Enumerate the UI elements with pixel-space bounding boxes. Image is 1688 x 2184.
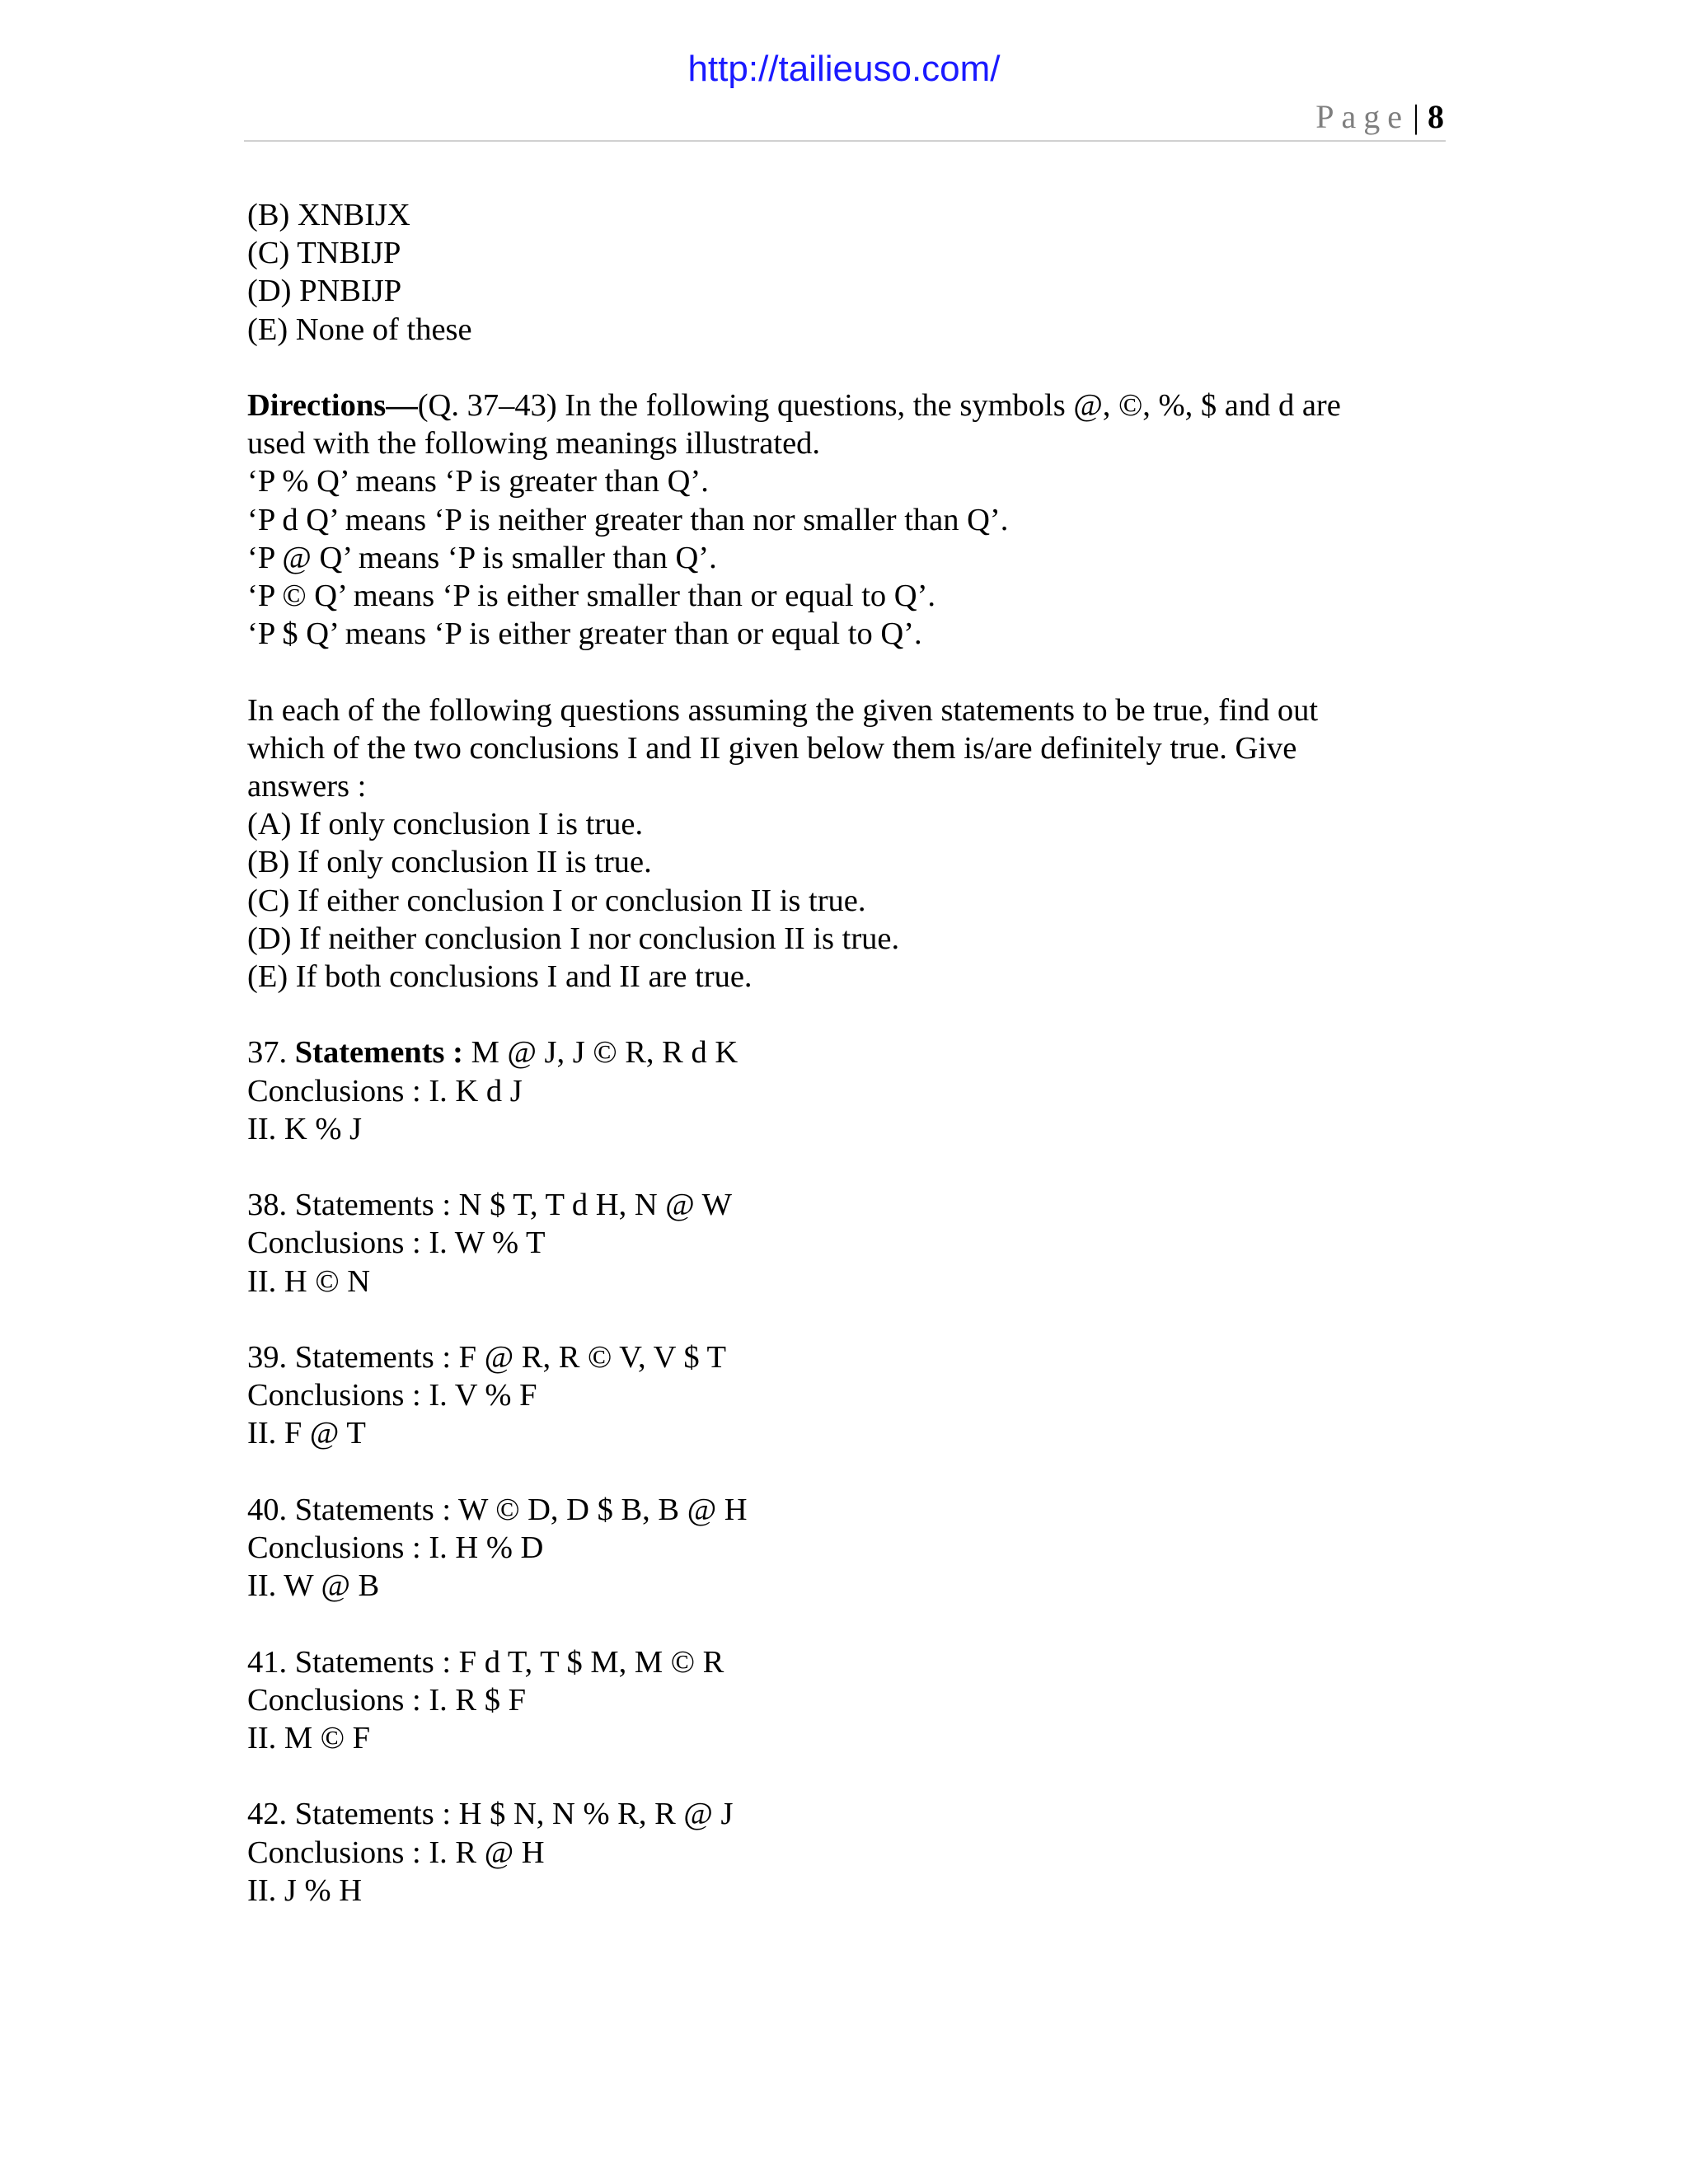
question-number: 41. [247, 1644, 288, 1680]
directions-label: Directions— [247, 388, 418, 423]
option-line: (E) None of these [247, 312, 472, 347]
instruction-line: which of the two conclusions I and II given below them is/are definitely true. Give [247, 730, 1297, 766]
symbol-meaning: ‘P d Q’ means ‘P is neither greater than nor smaller than Q’. [247, 502, 1009, 537]
statements-label: Statements : [294, 1188, 452, 1223]
conclusion-line: Conclusions : I. V % F [247, 1378, 537, 1413]
statements-label: Statements : [294, 1035, 463, 1071]
question-number: 40. [247, 1492, 288, 1527]
answer-option: (B) If only conclusion II is true. [247, 845, 652, 880]
instruction-line: answers : [247, 769, 367, 804]
paragraph-gap [247, 1301, 1451, 1338]
question-statement [247, 1491, 1451, 1529]
conclusion-line: II. H © N [247, 1263, 370, 1299]
option-line: (B) XNBIJX [247, 198, 410, 232]
symbol-meaning: ‘P @ Q’ means ‘P is smaller than Q’. [247, 540, 717, 575]
conclusion-line: Conclusions : I. R @ H [247, 1835, 545, 1870]
statement-text: F @ R, R © V, V $ T [451, 1340, 727, 1376]
conclusion-line: Conclusions : I. W % T [247, 1226, 546, 1261]
question-statement [247, 1186, 1451, 1224]
statement-text: M @ J, J © R, R d K [462, 1035, 738, 1071]
symbol-meaning: ‘P $ Q’ means ‘P is either greater than or equal to Q’. [247, 616, 922, 652]
paragraph-gap [247, 996, 1451, 1033]
statements-label: Statements : [294, 1797, 452, 1832]
statement-text: F d T, T $ M, M © R [451, 1644, 724, 1680]
answer-option: (C) If either conclusion I or conclusion II is true. [247, 883, 866, 918]
conclusion-line: II. J % H [247, 1872, 362, 1908]
statements-label: Statements : [294, 1340, 452, 1376]
statements-label: Statements : [294, 1644, 452, 1680]
question-statement [247, 1338, 1451, 1376]
paragraph-gap [247, 1453, 1451, 1491]
page-number-label [1315, 98, 1444, 135]
conclusion-line: Conclusions : I. K d J [247, 1073, 523, 1108]
symbol-meaning: ‘P © Q’ means ‘P is either smaller than or equal to Q’. [247, 579, 936, 614]
option-line: (D) PNBIJP [247, 274, 402, 309]
conclusion-line: II. F @ T [247, 1416, 366, 1451]
paragraph-gap [247, 349, 1451, 387]
paragraph-gap [247, 1148, 1451, 1186]
directions-intro-cont: used with the following meanings illustrated. [247, 426, 821, 462]
page-number: 8 [1428, 98, 1444, 135]
statements-label: Statements : [294, 1492, 452, 1527]
page-separator: | [1412, 98, 1419, 135]
conclusion-line: Conclusions : I. H % D [247, 1530, 544, 1566]
document-body [247, 196, 1451, 1910]
question-statement [247, 1033, 1451, 1071]
conclusion-line: II. W @ B [247, 1568, 380, 1604]
statement-text: H $ N, N % R, R @ J [451, 1797, 734, 1832]
conclusion-line: II. K % J [247, 1111, 362, 1146]
instruction-line: In each of the following questions assuming the given statements to be true, find out [247, 692, 1319, 728]
directions-intro: (Q. 37–43) In the following questions, the symbols @, ©, %, $ and d are [417, 388, 1341, 423]
question-number: 39. [247, 1340, 288, 1376]
header-url-link[interactable]: http://tailieuso.com/ [687, 49, 1001, 89]
symbol-meaning: ‘P % Q’ means ‘P is greater than Q’. [247, 464, 709, 499]
conclusion-line: Conclusions : I. R $ F [247, 1682, 526, 1718]
option-line: (C) TNBIJP [247, 236, 401, 271]
conclusion-line: II. M © F [247, 1721, 371, 1756]
paragraph-gap [247, 653, 1451, 691]
answer-option: (E) If both conclusions I and II are true. [247, 959, 753, 995]
question-number: 37. [247, 1035, 288, 1071]
question-statement [247, 1795, 1451, 1833]
answer-option: (D) If neither conclusion I nor conclusion II is true. [247, 921, 900, 956]
statement-text: W © D, D $ B, B @ H [451, 1492, 748, 1527]
question-statement [247, 1643, 1451, 1681]
answer-option: (A) If only conclusion I is true. [247, 807, 644, 842]
paragraph-gap [247, 1605, 1451, 1643]
page-label: Page [1315, 98, 1409, 135]
header-divider [244, 140, 1446, 142]
statement-text: N $ T, T d H, N @ W [451, 1188, 733, 1223]
paragraph-gap [247, 1757, 1451, 1795]
directions-heading-line [247, 387, 1451, 424]
question-number: 42. [247, 1797, 288, 1832]
question-number: 38. [247, 1188, 288, 1223]
